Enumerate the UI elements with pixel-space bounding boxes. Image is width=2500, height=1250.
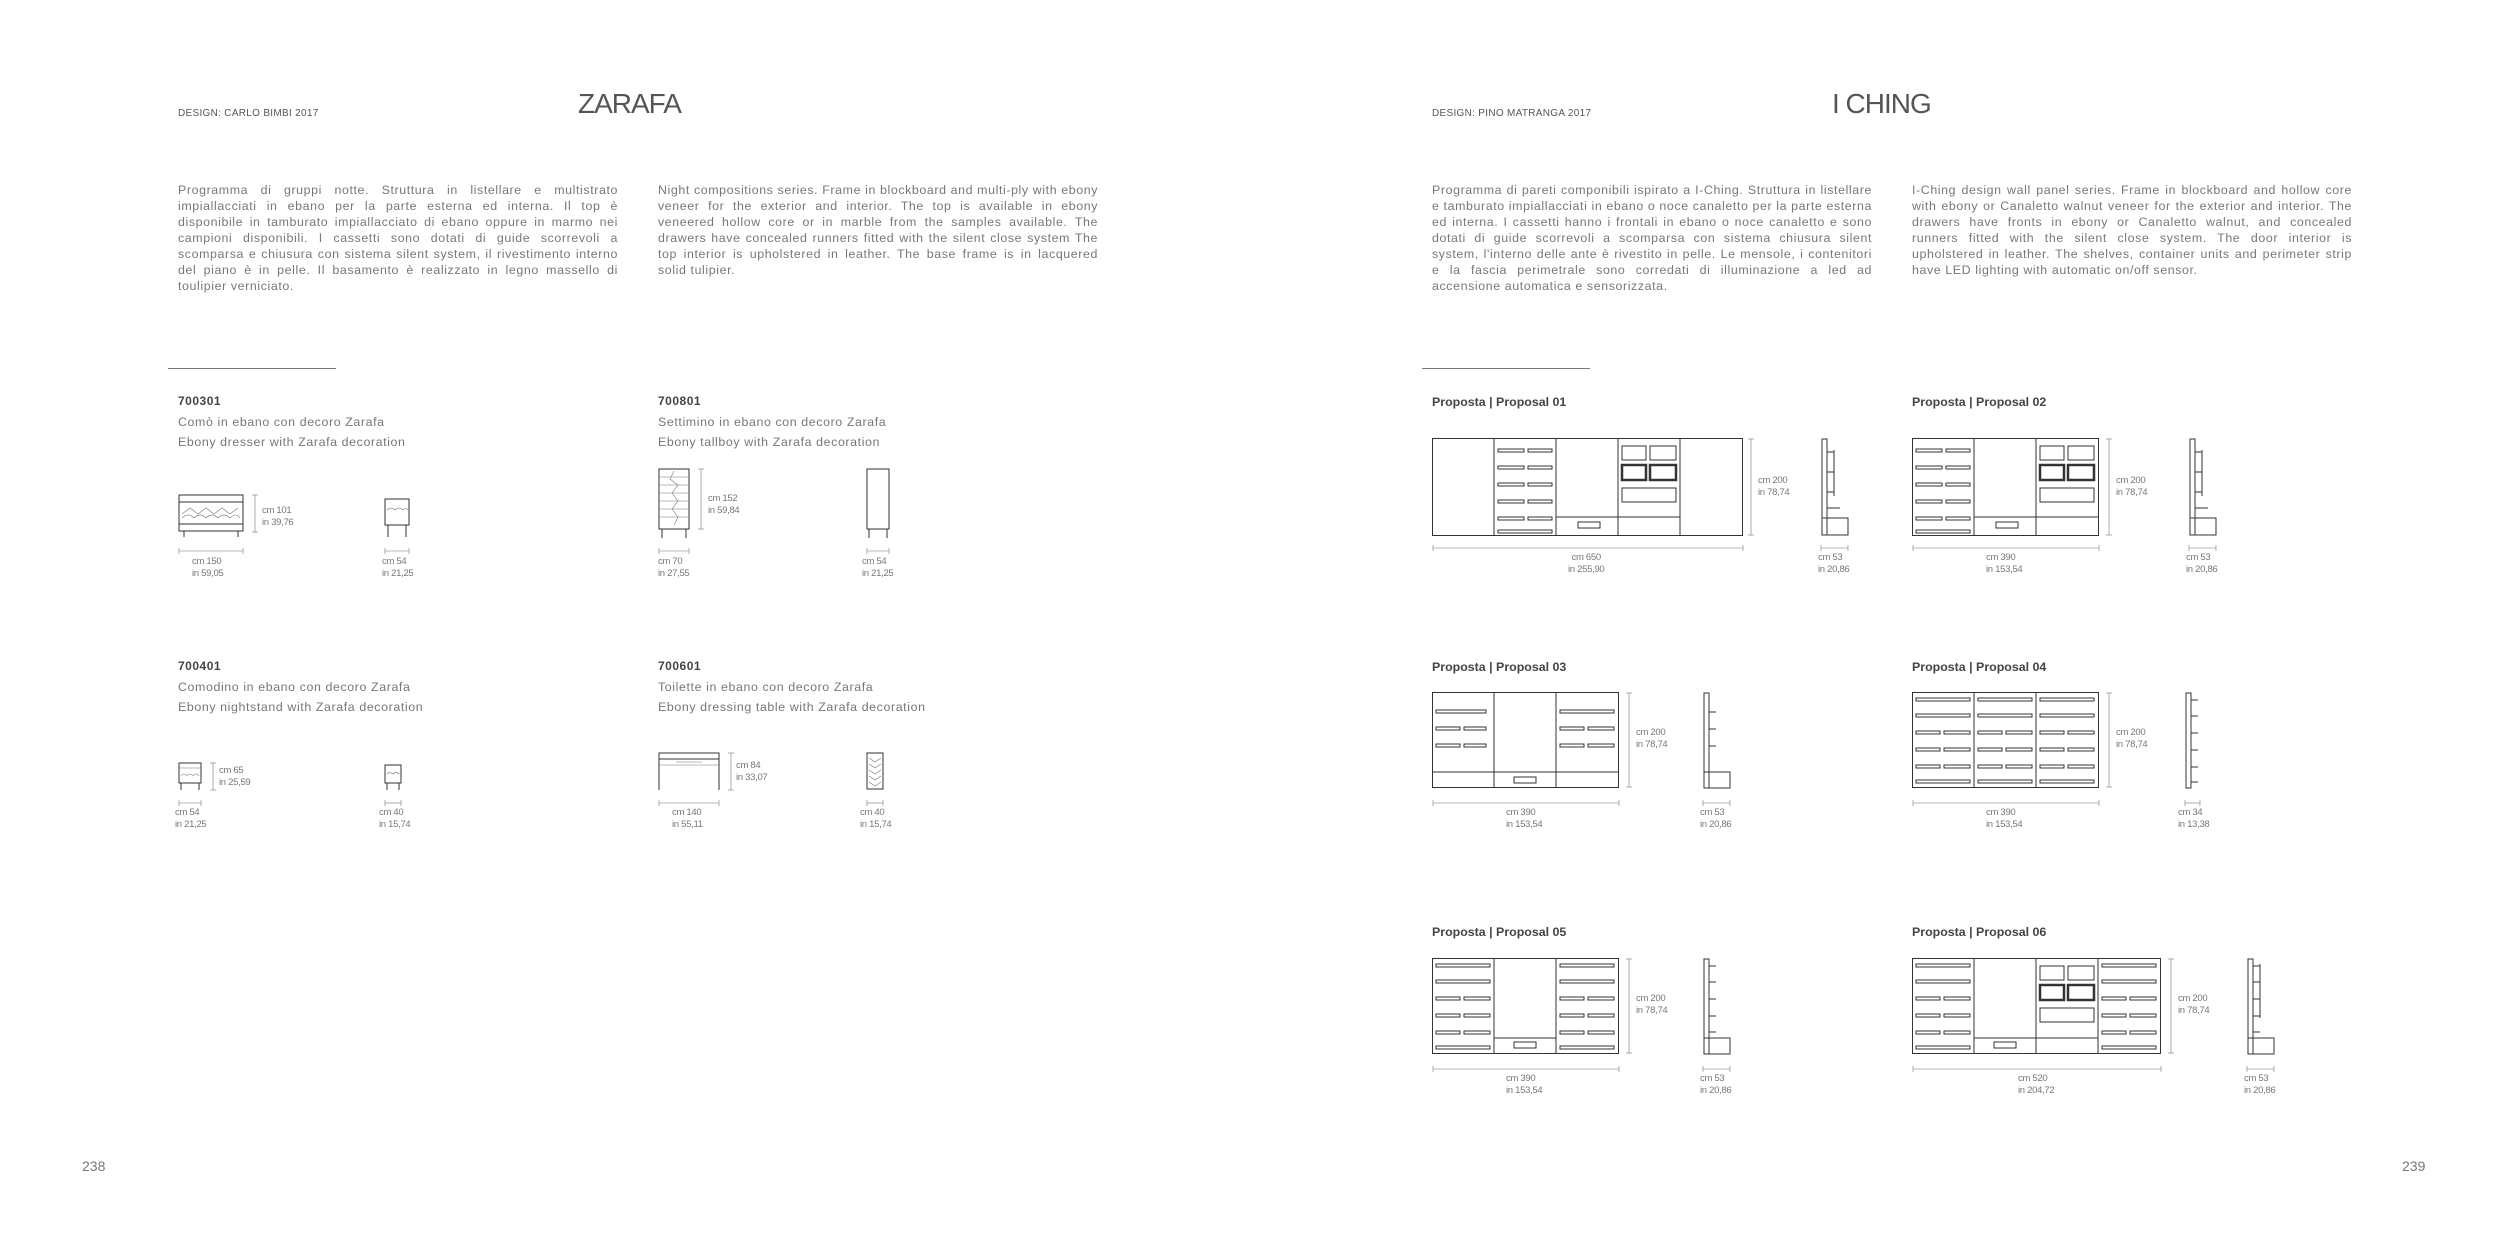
dim-cm: cm 390: [1986, 552, 2016, 563]
dim-cm: cm 53: [1700, 807, 1725, 818]
section-divider: [1422, 368, 1590, 369]
depth-dimension: [382, 556, 413, 580]
product-name-it: Settimino in ebano con decoro Zarafa: [658, 415, 887, 429]
dim-cm: cm 101: [262, 505, 292, 516]
dim-in: in 59,84: [708, 505, 740, 516]
dim-cm: cm 390: [1506, 1073, 1536, 1084]
height-dimension: [2116, 475, 2147, 499]
product-code: 700401: [178, 659, 222, 673]
height-dimension: [1636, 993, 1667, 1017]
height-dimension: [2178, 993, 2209, 1017]
dim-in: in 78,74: [1758, 487, 1790, 498]
nightstand-side-drawing: [384, 762, 406, 792]
tallboy-side-drawing: [866, 468, 892, 540]
product-name-it: Comodino in ebano con decoro Zarafa: [178, 680, 411, 694]
depth-dimension-line: [2184, 800, 2206, 806]
depth-dimension: [1700, 807, 1731, 831]
proposal-title: Proposta | Proposal 06: [1912, 925, 2047, 939]
dim-cm: cm 200: [2116, 475, 2146, 486]
proposal-02-side-drawing: [2188, 438, 2218, 538]
proposal-04-side-drawing: [2184, 692, 2206, 792]
section-divider: [168, 368, 336, 369]
width-dimension-line: [1432, 800, 1622, 806]
dim-cm: cm 53: [1818, 552, 1843, 563]
dim-cm: cm 390: [1986, 807, 2016, 818]
dim-in: in 20,86: [1700, 819, 1732, 830]
dim-cm: cm 390: [1506, 807, 1536, 818]
product-block: [658, 659, 926, 717]
depth-dimension: [2186, 552, 2217, 576]
dim-cm: cm 140: [672, 807, 702, 818]
height-dimension-line: [208, 762, 218, 792]
dressing-table-front-drawing: [658, 752, 722, 794]
depth-dimension-line: [2188, 545, 2218, 551]
design-credit: DESIGN: PINO MATRANGA 2017: [1432, 108, 1592, 119]
product-name-it: Toilette in ebano con decoro Zarafa: [658, 680, 874, 694]
dim-cm: cm 65: [219, 765, 244, 776]
width-dimension-line: [178, 800, 206, 806]
product-name-en: Ebony dresser with Zarafa decoration: [178, 435, 406, 449]
proposal-03-side-drawing: [1702, 692, 1732, 792]
depth-dimension-line: [1702, 1066, 1732, 1072]
product-name-en: Ebony nightstand with Zarafa decoration: [178, 700, 424, 714]
proposal-04-front-drawing: [1912, 692, 2102, 792]
width-dimension: [1986, 552, 2022, 576]
dim-in: in 78,74: [2178, 1005, 2210, 1016]
height-dimension: [262, 505, 293, 529]
dim-in: in 20,86: [2244, 1085, 2276, 1096]
dim-in: in 55,11: [672, 819, 703, 830]
height-dimension: [708, 493, 739, 517]
height-dimension-line: [1624, 958, 1634, 1058]
dim-in: in 78,74: [2116, 739, 2148, 750]
depth-dimension: [1818, 552, 1849, 576]
depth-dimension: [379, 807, 410, 831]
height-dimension-line: [2104, 692, 2114, 792]
dim-in: in 20,86: [1818, 564, 1850, 575]
page-title: ZARAFA: [578, 88, 681, 119]
dim-cm: cm 53: [1700, 1073, 1725, 1084]
width-dimension: [192, 556, 223, 580]
dim-in: in 255,90: [1568, 564, 1605, 575]
depth-dimension: [1700, 1073, 1731, 1097]
dresser-front-drawing: [178, 494, 248, 538]
page-number: 238: [82, 1158, 106, 1174]
height-dimension: [1758, 475, 1789, 499]
dim-cm: cm 84: [736, 760, 761, 771]
width-dimension: [658, 556, 689, 580]
dim-in: in 59,05: [192, 568, 224, 579]
dim-in: in 204,72: [2018, 1085, 2055, 1096]
dim-in: in 153,54: [1986, 564, 2023, 575]
width-dimension: [1506, 807, 1542, 831]
design-credit: DESIGN: CARLO BIMBI 2017: [178, 108, 319, 119]
product-name-en: Ebony tallboy with Zarafa decoration: [658, 435, 881, 449]
depth-dimension: [2178, 807, 2209, 831]
height-dimension-line: [250, 494, 260, 538]
depth-dimension-line: [1820, 545, 1850, 551]
width-dimension: [672, 807, 703, 831]
dim-in: in 39,76: [262, 517, 294, 528]
dim-in: in 78,74: [1636, 1005, 1668, 1016]
height-dimension: [219, 765, 250, 789]
depth-dimension: [862, 556, 893, 580]
description-english: Night compositions series. Frame in blockboard and multi-ply with ebony veneer for the exterior and interior. The top is available in ebony veneered hollow core or in marble from the samples available. The drawers have concealed runners fitted with the silent close system The top interior is upholstered in leather. The base frame is in lacquered solid tulipier.: [658, 183, 1098, 277]
height-dimension-line: [696, 468, 706, 532]
proposal-title: Proposta | Proposal 03: [1432, 660, 1567, 674]
dresser-side-drawing: [384, 494, 412, 538]
dim-cm: cm 200: [2116, 727, 2146, 738]
height-dimension-line: [2104, 438, 2114, 538]
dim-in: in 153,54: [1506, 1085, 1543, 1096]
page-number: 239: [2402, 1158, 2426, 1174]
proposal-title: Proposta | Proposal 02: [1912, 395, 2047, 409]
width-dimension-line: [1432, 545, 1744, 551]
proposal-title: Proposta | Proposal 05: [1432, 925, 1567, 939]
dim-cm: cm 54: [382, 556, 407, 567]
height-dimension-line: [1746, 438, 1756, 538]
dim-cm: cm 70: [658, 556, 683, 567]
dim-cm: cm 53: [2244, 1073, 2269, 1084]
dim-cm: cm 40: [379, 807, 404, 818]
dim-cm: cm 520: [2018, 1073, 2048, 1084]
page-title: I CHING: [1832, 88, 1931, 119]
nightstand-front-drawing: [178, 762, 206, 792]
depth-dimension-line: [1702, 800, 1732, 806]
height-dimension: [736, 760, 767, 784]
dim-in: in 21,25: [862, 568, 894, 579]
dim-in: in 20,86: [1700, 1085, 1732, 1096]
dim-cm: cm 200: [2178, 993, 2208, 1004]
height-dimension: [2116, 727, 2147, 751]
proposal-06-front-drawing: [1912, 958, 2164, 1058]
product-block: [178, 659, 423, 717]
width-dimension-line: [658, 548, 692, 554]
proposal-title: Proposta | Proposal 04: [1912, 660, 2047, 674]
width-dimension-line: [658, 800, 722, 806]
height-dimension-line: [1624, 692, 1634, 792]
description-english: I-Ching design wall panel series. Frame in blockboard and hollow core with ebony or Canaletto walnut veneer for the exterior and interior. The drawers have fronts in ebony or Canaletto walnut, and concealed runners fitted with the silent close system. The door interior is upholstered in leather. The shelves, container units and perimeter strip have LED lighting with automatic on/off sensor.: [1912, 183, 2352, 277]
dim-cm: cm 200: [1758, 475, 1788, 486]
dim-cm: cm 54: [175, 807, 200, 818]
dim-cm: cm 34: [2178, 807, 2203, 818]
product-code: 700301: [178, 394, 222, 408]
dim-in: in 13,38: [2178, 819, 2210, 830]
height-dimension-line: [726, 752, 736, 792]
proposal-06-side-drawing: [2246, 958, 2276, 1058]
proposal-05-side-drawing: [1702, 958, 1732, 1058]
dim-cm: cm 650: [1571, 552, 1601, 563]
depth-dimension-line: [866, 800, 888, 806]
dim-in: in 153,54: [1986, 819, 2023, 830]
dim-in: in 21,25: [382, 568, 414, 579]
product-block: [658, 394, 886, 452]
dim-in: in 25,59: [219, 777, 251, 788]
width-dimension: [1506, 1073, 1542, 1097]
proposal-03-front-drawing: [1432, 692, 1622, 792]
dim-cm: cm 54: [862, 556, 887, 567]
dim-in: in 33,07: [736, 772, 768, 783]
height-dimension-line: [2166, 958, 2176, 1058]
tallboy-front-drawing: [658, 468, 692, 540]
description-italian: Programma di pareti componibili ispirato a I-Ching. Struttura in listellare e tamburato impiallacciati in ebano o noce canaletto per la parte esterna ed interna. I cassetti hanno i frontali in ebano o noce canaletto e sono dotati di guide scorrevoli a scomparsa con sistema chiusura silent system, l'interno delle ante è rivestito in pelle. Le mensole, i contenitori e la fascia perimetrale sono corredati di illuminazione a led ad accensione automatica e sensorizzata.: [1432, 183, 1872, 293]
depth-dimension-line: [866, 548, 892, 554]
dim-cm: cm 200: [1636, 727, 1666, 738]
width-dimension-line: [1912, 545, 2102, 551]
product-name-it: Comò in ebano con decoro Zarafa: [178, 415, 385, 429]
product-name-en: Ebony dressing table with Zarafa decoration: [658, 700, 926, 714]
product-block: [178, 394, 406, 452]
dim-cm: cm 200: [1636, 993, 1666, 1004]
dim-cm: cm 150: [192, 556, 222, 567]
dim-in: in 20,86: [2186, 564, 2218, 575]
width-dimension: [1986, 807, 2022, 831]
depth-dimension-line: [384, 800, 406, 806]
dim-cm: cm 152: [708, 493, 738, 504]
width-dimension: [1568, 552, 1604, 576]
product-code: 700801: [658, 394, 702, 408]
dim-in: in 15,74: [379, 819, 411, 830]
depth-dimension: [860, 807, 891, 831]
dim-in: in 78,74: [2116, 487, 2148, 498]
height-dimension: [1636, 727, 1667, 751]
dim-cm: cm 40: [860, 807, 885, 818]
dim-cm: cm 53: [2186, 552, 2211, 563]
width-dimension: [175, 807, 206, 831]
proposal-02-front-drawing: [1912, 438, 2102, 538]
dressing-table-side-drawing: [866, 752, 888, 794]
proposal-title: Proposta | Proposal 01: [1432, 395, 1567, 409]
dim-in: in 15,74: [860, 819, 892, 830]
proposal-05-front-drawing: [1432, 958, 1622, 1058]
proposal-01-side-drawing: [1820, 438, 1850, 538]
width-dimension-line: [1912, 1066, 2164, 1072]
product-code: 700601: [658, 659, 702, 673]
width-dimension-line: [1432, 1066, 1622, 1072]
depth-dimension: [2244, 1073, 2275, 1097]
depth-dimension-line: [2246, 1066, 2276, 1072]
width-dimension: [2018, 1073, 2054, 1097]
dim-in: in 27,55: [658, 568, 690, 579]
dim-in: in 78,74: [1636, 739, 1668, 750]
depth-dimension-line: [384, 548, 412, 554]
width-dimension-line: [1912, 800, 2102, 806]
dim-in: in 153,54: [1506, 819, 1543, 830]
width-dimension-line: [178, 548, 248, 554]
dim-in: in 21,25: [175, 819, 207, 830]
proposal-01-front-drawing: [1432, 438, 1744, 538]
description-italian: Programma di gruppi notte. Struttura in listellare e multistrato impiallacciati in ebano per la parte esterna ed interna. Il top è disponibile in tamburato impiallacciato di ebano oppure in marmo nei campioni disponibili. I cassetti sono dotati di guide scorrevoli a scomparsa e chiusura con sistema silent system, il rivestimento interno del piano è in pelle. Il basamento è realizzato in legno massello di toulipier verniciato.: [178, 183, 618, 293]
